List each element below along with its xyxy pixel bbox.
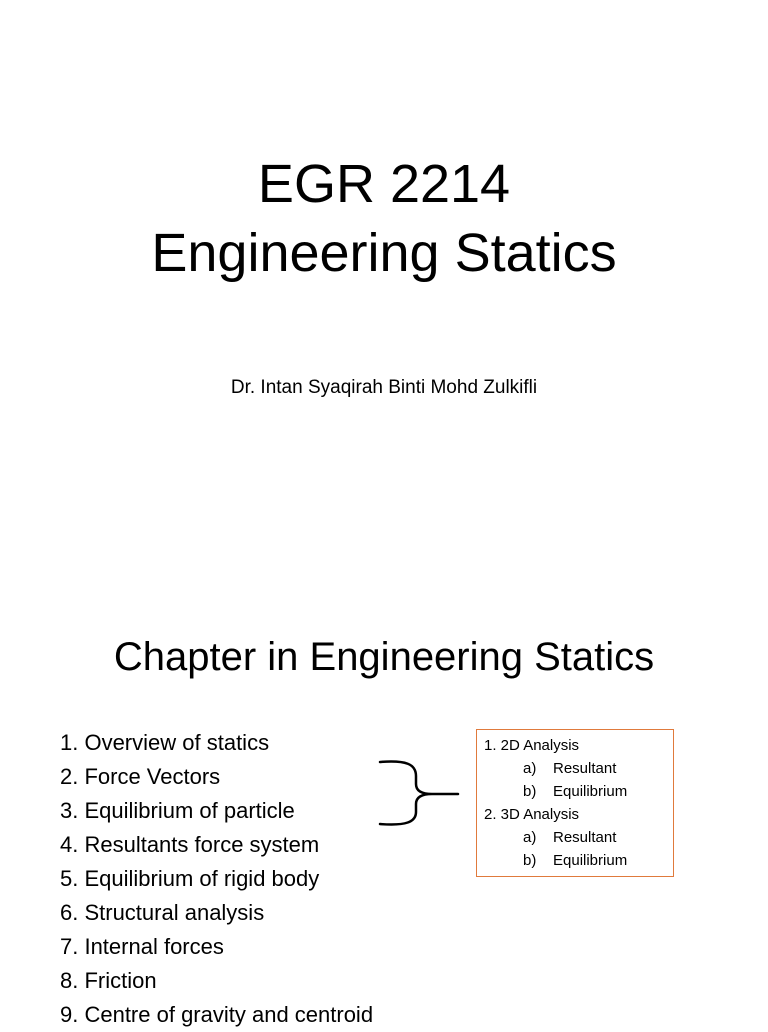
analysis-box — [476, 729, 674, 877]
analysis-subitem — [484, 757, 673, 780]
analysis-heading-3d: 2. 3D Analysis — [484, 806, 580, 823]
chapter-slide-title: Chapter in Engineering Statics — [113, 635, 655, 679]
subitem-label: Equilibrium — [553, 783, 628, 800]
subitem-marker: a) — [523, 760, 537, 777]
subitem-marker: b) — [523, 783, 537, 800]
chapter-list — [60, 726, 373, 1032]
chapter-item: 6. Structural analysis — [60, 900, 265, 925]
subitem-marker: b) — [523, 852, 537, 869]
chapter-item: 1. Overview of statics — [60, 730, 270, 755]
curly-brace-icon — [376, 758, 460, 828]
author-name: Dr. Intan Syaqirah Binti Mohd Zulkifli — [230, 377, 538, 398]
chapter-item: 4. Resultants force system — [60, 832, 320, 857]
subitem-marker: a) — [523, 829, 537, 846]
subitem-label: Resultant — [553, 760, 617, 777]
course-code-title: EGR 2214 — [257, 154, 511, 214]
chapter-item: 9. Centre of gravity and centroid — [60, 1002, 374, 1027]
chapter-item: 2. Force Vectors — [60, 764, 221, 789]
chapter-item: 8. Friction — [60, 968, 157, 993]
chapter-slide — [0, 576, 768, 1027]
chapter-item: 7. Internal forces — [60, 934, 224, 959]
subitem-label: Resultant — [553, 829, 617, 846]
course-name-title: Engineering Statics — [151, 223, 617, 283]
analysis-subitem — [484, 780, 673, 803]
chapter-item: 3. Equilibrium of particle — [60, 798, 295, 823]
chapter-item: 5. Equilibrium of rigid body — [60, 866, 320, 891]
analysis-subitem — [484, 849, 673, 872]
analysis-heading-2d: 1. 2D Analysis — [484, 737, 580, 754]
subitem-label: Equilibrium — [553, 852, 628, 869]
analysis-subitem — [484, 826, 673, 849]
